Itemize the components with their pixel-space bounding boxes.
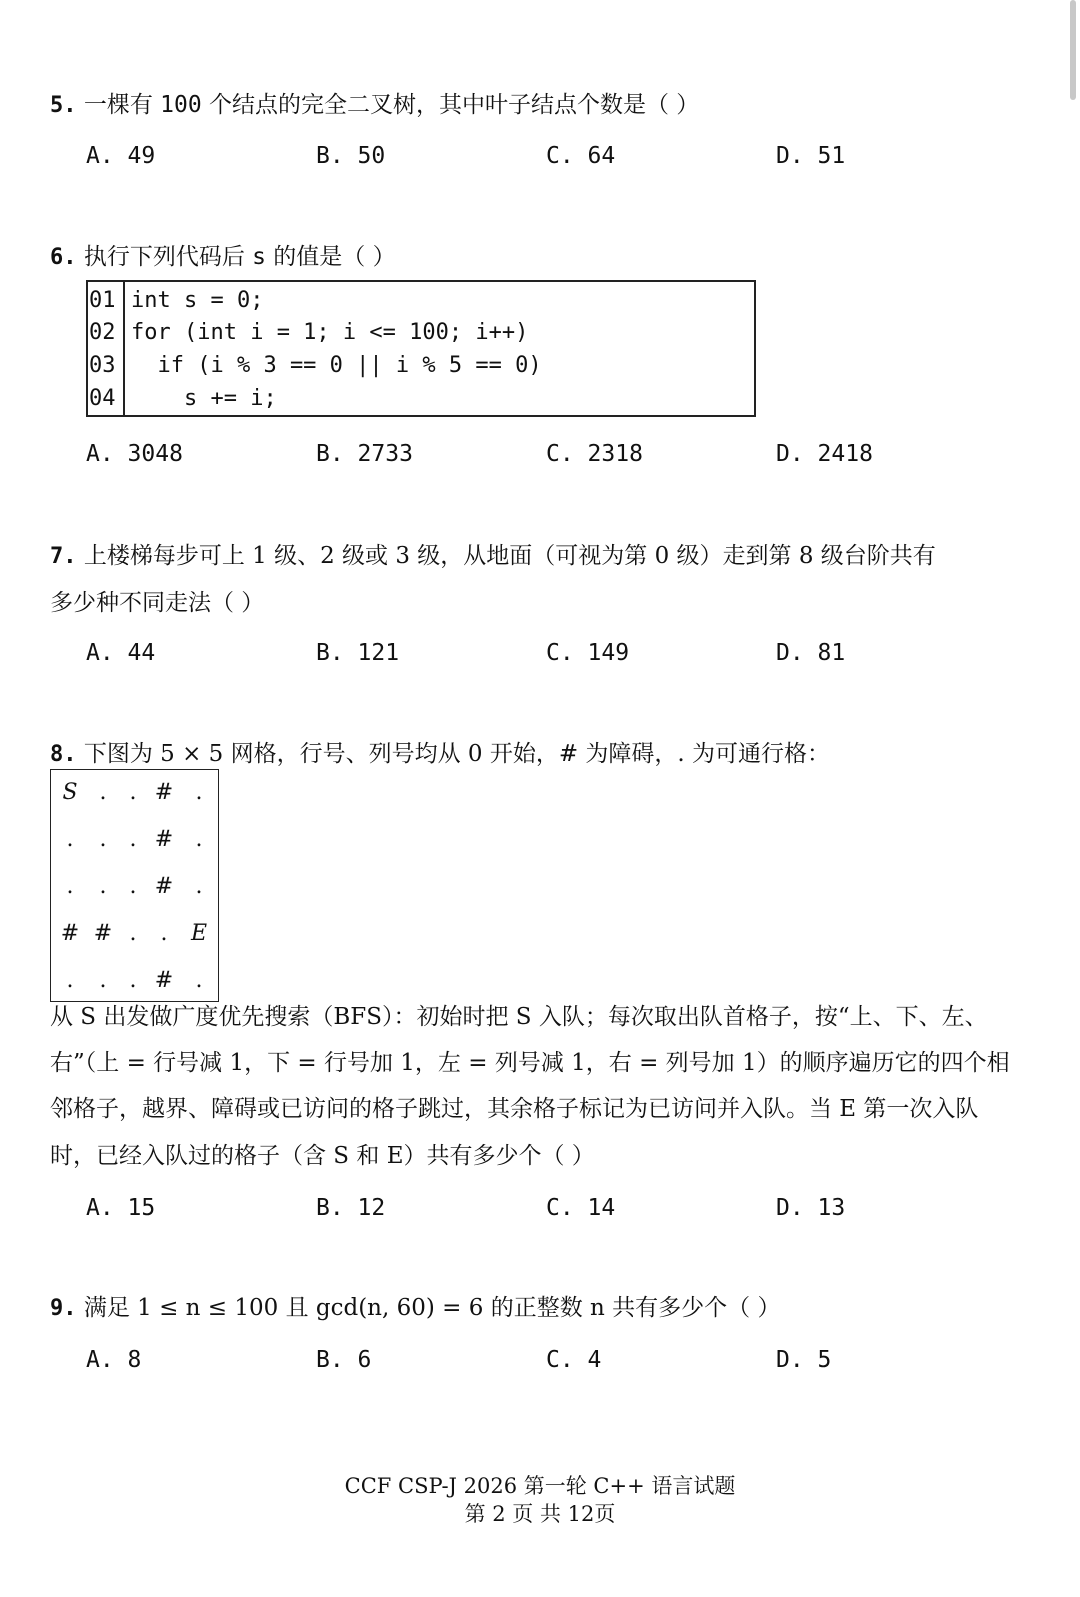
grid-cell: .	[129, 921, 137, 946]
question-number: 7.	[50, 544, 77, 569]
question-text: 个结点的完全二叉树，其中叶子结点个数是（ ）	[201, 92, 700, 118]
code-line: for (int i = 1; i <= 100; i++)	[131, 320, 529, 345]
option-c: C. 4	[546, 1347, 602, 1373]
grid-cell: .	[99, 780, 107, 805]
question-text: 上楼梯每步可上 1 级、2 级或 3 级，从地面（可视为第 0 级）走到第 8 级台阶共有	[83, 543, 936, 569]
line-number: 01	[89, 288, 116, 313]
paragraph-line: 邻格子，越界、障碍或已访问的格子跳过，其余格子标记为已访问并入队。当 E 第一次入队	[50, 1096, 979, 1122]
option-d: D. 5	[776, 1347, 832, 1373]
grid-cell: .	[99, 968, 107, 993]
grid-cell: .	[66, 827, 74, 852]
option-d: D. 81	[776, 640, 846, 666]
grid-cell: #	[154, 827, 174, 852]
option-b: B. 12	[316, 1195, 386, 1221]
grid-cell: .	[195, 827, 203, 852]
option-d: D. 2418	[776, 441, 873, 467]
option-d: D. 51	[776, 143, 846, 169]
grid-cell: .	[195, 874, 203, 899]
line-number: 02	[89, 320, 116, 345]
scrollbar[interactable]	[1070, 0, 1076, 100]
option-c: C. 149	[546, 640, 630, 666]
question-value: 100	[160, 92, 202, 118]
grid-cell: #	[154, 874, 174, 899]
option-a: A. 15	[86, 1195, 156, 1221]
code-block	[86, 280, 756, 417]
option-b: B. 50	[316, 143, 386, 169]
option-a: A. 44	[86, 640, 156, 666]
option-c: C. 14	[546, 1195, 616, 1221]
option-a: A. 3048	[86, 441, 183, 467]
grid-cell: .	[129, 780, 137, 805]
grid-cell: .	[129, 968, 137, 993]
question-text: 的值是（ ）	[265, 244, 396, 270]
grid-cell: .	[160, 921, 168, 946]
question-text-cont: 多少种不同走法（ ）	[50, 590, 265, 616]
question-number: 5.	[50, 93, 77, 118]
question-number: 6.	[50, 245, 77, 270]
grid-cell: .	[99, 874, 107, 899]
question-text: 下图为 5 × 5 网格，行号、列号均从 0 开始，# 为障碍，. 为可通行格：	[83, 741, 831, 767]
question-8	[50, 743, 830, 766]
footer-title: CCF CSP-J 2026 第一轮 C++ 语言试题	[344, 1474, 736, 1498]
option-a: A. 49	[86, 143, 156, 169]
code-line: if (i % 3 == 0 || i % 5 == 0)	[131, 353, 542, 378]
grid-cell: .	[195, 780, 203, 805]
line-number: 03	[89, 353, 116, 378]
grid-figure	[50, 769, 219, 1002]
option-c: C. 2318	[546, 441, 643, 467]
grid-cell: .	[195, 968, 203, 993]
grid-cell: #	[154, 968, 174, 993]
question-var: s	[252, 244, 266, 270]
option-d: D. 13	[776, 1195, 846, 1221]
paragraph-line: 从 S 出发做广度优先搜索（BFS）：初始时把 S 入队；每次取出队首格子，按“上、下、左、	[50, 1004, 988, 1030]
grid-cell: .	[99, 827, 107, 852]
option-b: B. 121	[316, 640, 400, 666]
question-text: 执行下列代码后	[83, 244, 253, 270]
question-5	[50, 94, 699, 117]
question-number: 8.	[50, 742, 77, 767]
question-number: 9.	[50, 1296, 77, 1321]
question-text: 一棵有	[83, 92, 161, 118]
line-number: 04	[89, 386, 116, 411]
grid-cell: #	[93, 921, 113, 946]
grid-cell: E	[190, 921, 208, 946]
option-a: A. 8	[86, 1347, 142, 1373]
grid-cell: S	[62, 780, 78, 805]
grid-cell: #	[154, 780, 174, 805]
footer-page: 第 2 页 共 12页	[464, 1502, 616, 1526]
option-b: B. 6	[316, 1347, 372, 1373]
code-line: int s = 0;	[131, 288, 264, 313]
option-b: B. 2733	[316, 441, 413, 467]
grid-cell: .	[129, 874, 137, 899]
grid-cell: .	[129, 827, 137, 852]
option-c: C. 64	[546, 143, 616, 169]
code-line: s += i;	[131, 386, 277, 411]
question-text: 满足 1 ≤ n ≤ 100 且 gcd(n, 60) = 6 的正整数 n 共有多少个（ ）	[83, 1295, 781, 1321]
paragraph-line: 右”（上 = 行号减 1，下 = 行号加 1，左 = 列号减 1，右 = 列号加 1）的顺序遍历它的四个相	[50, 1050, 1010, 1076]
grid-cell: .	[66, 874, 74, 899]
paragraph-line: 时，已经入队过的格子（含 S 和 E）共有多少个（ ）	[50, 1143, 595, 1169]
question-7	[50, 545, 936, 568]
grid-cell: .	[66, 968, 74, 993]
question-9	[50, 1297, 780, 1320]
question-6	[50, 246, 396, 269]
grid-cell: #	[60, 921, 80, 946]
